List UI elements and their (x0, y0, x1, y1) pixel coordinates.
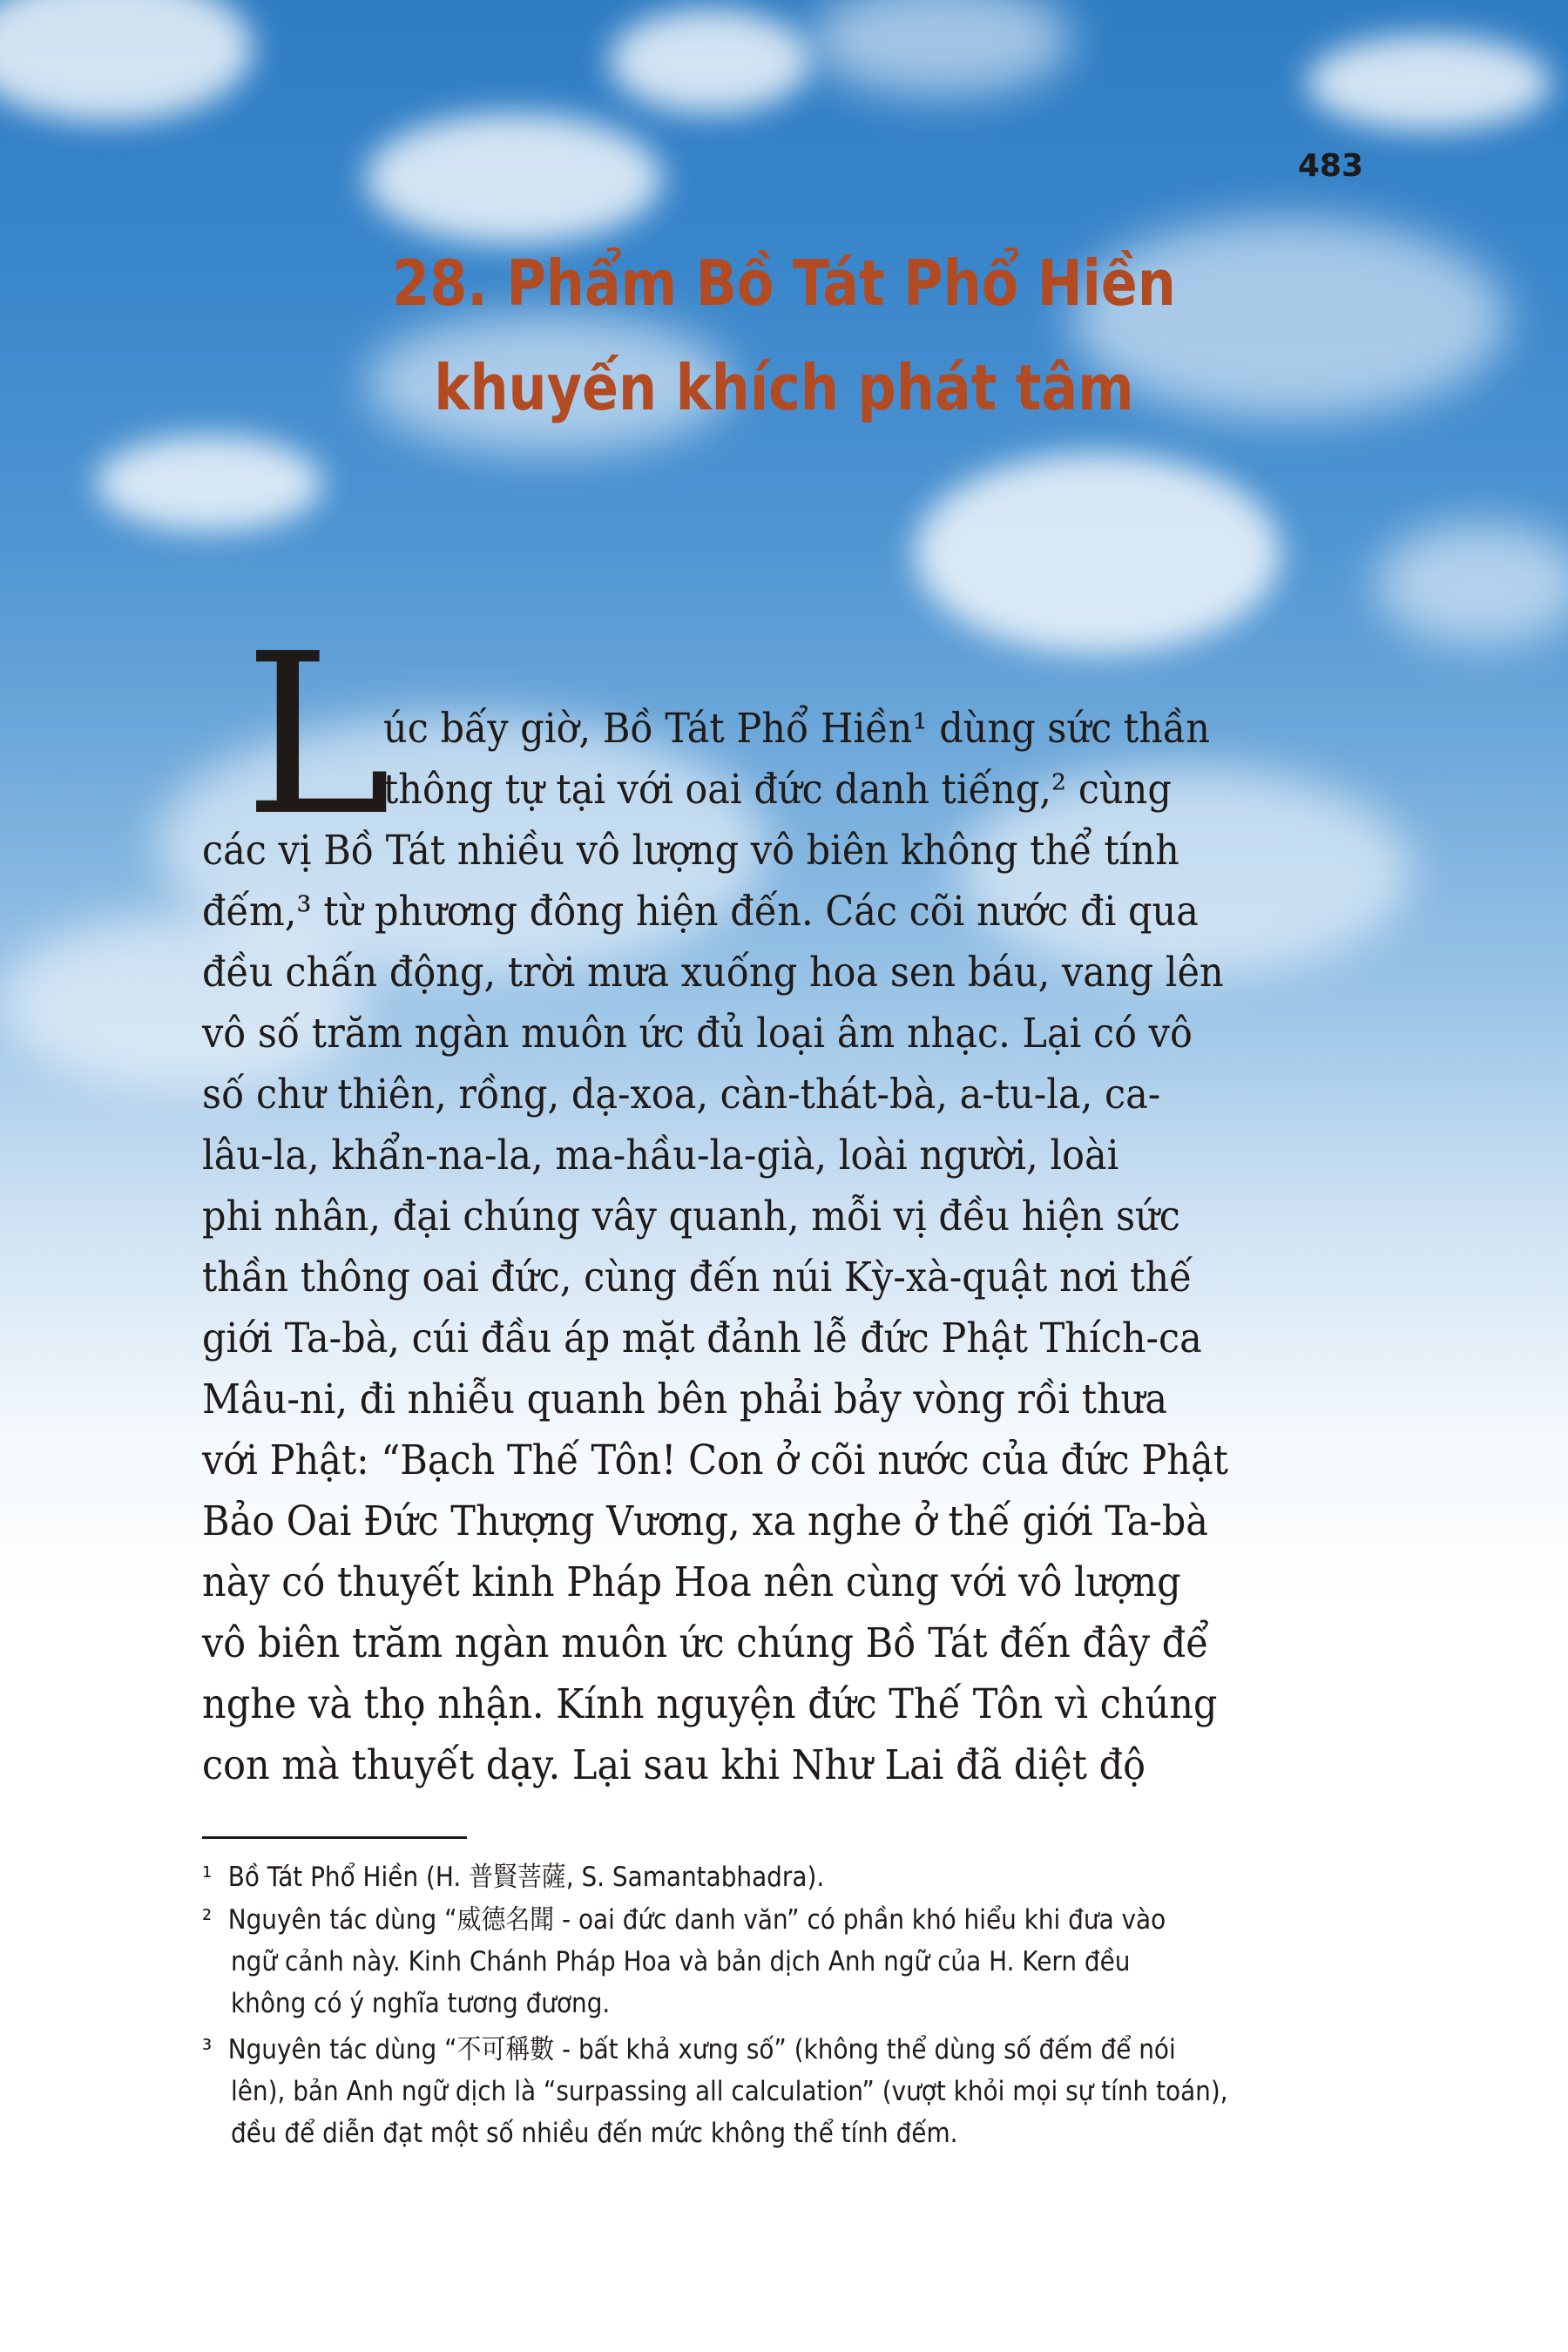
footnote-1 (202, 1856, 1268, 1898)
page-number: 483 (1297, 148, 1363, 184)
body-line: số chư thiên, rồng, dạ-xoa, càn-thát-bà, a-tu-la, ca- (202, 1071, 1161, 1119)
drop-cap: L (244, 606, 392, 865)
footnote-3 (202, 2029, 1268, 2071)
body-line: thần thông oai đức, cùng đến núi Kỳ-xà-quật nơi thế (202, 1254, 1193, 1301)
body-line: lâu-la, khẩn-na-la, ma-hầu-la-già, loài người, loài (202, 1132, 1119, 1179)
body-line: các vị Bồ Tát nhiều vô lượng vô biên không thể tính (202, 827, 1179, 875)
body-line: với Phật: “Bạch Thế Tôn! Con ở cõi nước của đức Phật (202, 1436, 1228, 1484)
body-line: thông tự tại với oai đức danh tiếng,² cùng (383, 766, 1172, 814)
chapter-title (260, 231, 1308, 440)
body-line: đếm,³ từ phương đông hiện đến. Các cõi nước đi qua (202, 888, 1199, 936)
body-line: úc bấy giờ, Bồ Tát Phổ Hiền¹ dùng sức thần (383, 705, 1210, 753)
cloud (96, 436, 322, 531)
cloud (0, 0, 253, 122)
footnote-divider (202, 1836, 467, 1839)
body-line: phi nhân, đại chúng vây quanh, mỗi vị đều hiện sức (202, 1193, 1180, 1240)
footnote-3-continuation: đều để diễn đạt một số nhiều đến mức không thể tính đếm. (231, 2118, 958, 2149)
body-line: giới Ta-bà, cúi đầu áp mặt đảnh lễ đức Phật Thích-ca (202, 1315, 1202, 1362)
footnote-text: Nguyên tác dùng “威德名聞 - oai đức danh văn” có phần khó hiểu khi đưa vào (227, 1904, 1166, 1936)
body-line: này có thuyết kinh Pháp Hoa nên cùng với vô lượng (202, 1558, 1181, 1606)
cloud (610, 9, 810, 113)
footnote-3-continuation: lên), bản Anh ngữ dịch là “surpassing all calculation” (vượt khỏi mọi sự tính toán), (231, 2076, 1228, 2107)
body-line: vô biên trăm ngàn muôn ức chúng Bồ Tát đến đây để (202, 1619, 1209, 1667)
footnote-number: ² (202, 1904, 213, 1936)
body-line: vô số trăm ngàn muôn ức đủ loại âm nhạc. Lại có vô (202, 1010, 1193, 1058)
body-line: Mâu-ni, đi nhiễu quanh bên phải bảy vòng rồi thưa (202, 1375, 1168, 1423)
cloud (915, 453, 1281, 653)
footnote-text: Bồ Tát Phổ Hiền (H. 普賢菩薩, S. Samantabhadra). (227, 1862, 825, 1893)
footnote-2-continuation: ngữ cảnh này. Kinh Chánh Pháp Hoa và bản dịch Anh ngữ của H. Kern đều (231, 1946, 1131, 1977)
cloud (366, 113, 662, 244)
cloud (1307, 35, 1551, 131)
chapter-title-line: 28. Phẩm Bồ Tát Phổ Hiền (392, 247, 1176, 320)
body-line: con mà thuyết dạy. Lại sau khi Như Lai đã diệt độ (202, 1741, 1146, 1789)
footnote-number: ³ (202, 2034, 213, 2065)
chapter-title-line: khuyến khích phát tâm (434, 351, 1134, 424)
footnote-number: ¹ (202, 1862, 213, 1893)
body-line: nghe và thọ nhận. Kính nguyện đức Thế Tôn vì chúng (202, 1680, 1218, 1728)
cloud (1376, 523, 1568, 645)
cloud (810, 0, 1071, 96)
body-line: Bảo Oai Đức Thượng Vương, xa nghe ở thế giới Ta-bà (202, 1497, 1208, 1545)
body-line: đều chấn động, trời mưa xuống hoa sen báu, vang lên (202, 949, 1224, 997)
footnote-text: Nguyên tác dùng “不可稱數 - bất khả xưng số” (không thể dùng số đếm để nói (227, 2034, 1176, 2065)
footnote-2 (202, 1899, 1268, 1941)
footnote-2-continuation: không có ý nghĩa tương đương. (231, 1988, 611, 2019)
